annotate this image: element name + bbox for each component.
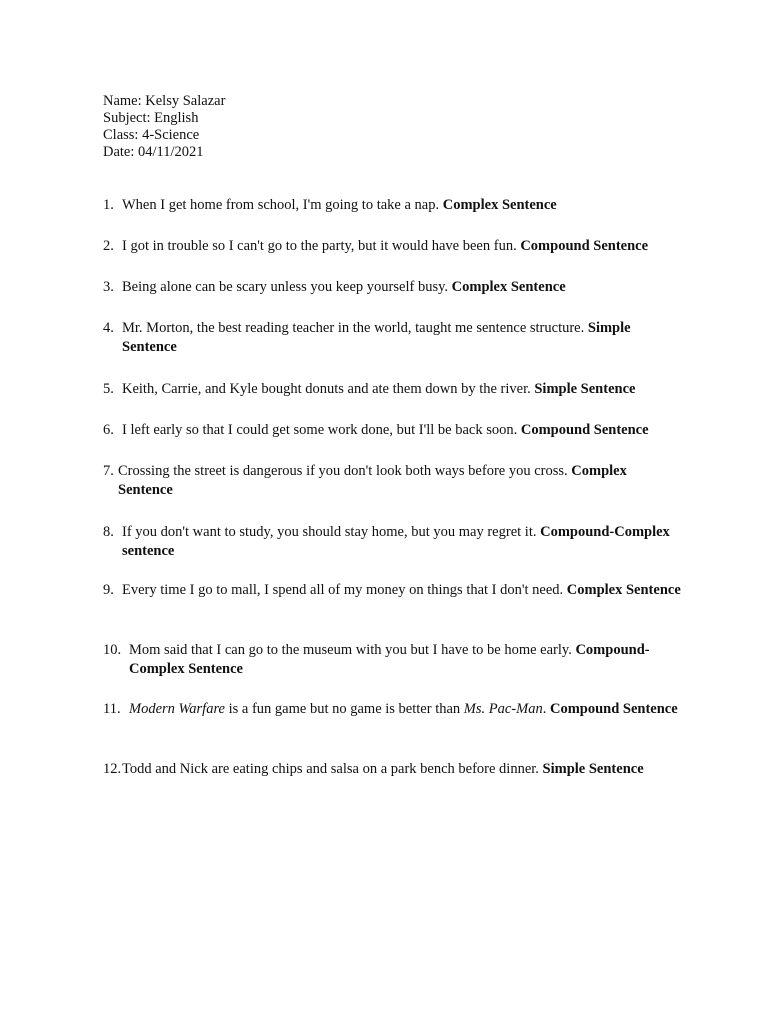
item-sentence: Crossing the street is dangerous if you don't look both ways before you cross. bbox=[118, 463, 568, 479]
class-line: Class: 4-Science bbox=[103, 127, 200, 143]
list-item bbox=[103, 581, 683, 600]
item-sentence: Mr. Morton, the best reading teacher in the world, taught me sentence structure. bbox=[122, 320, 585, 336]
list-item bbox=[103, 319, 683, 357]
list-item bbox=[103, 641, 683, 679]
list-item bbox=[103, 462, 683, 500]
item-answer: Compound-Complex sentence bbox=[122, 524, 670, 559]
item-number: 6. bbox=[103, 422, 114, 438]
item-sentence: When I get home from school, I'm going to take a nap. bbox=[122, 197, 440, 213]
item-number: 12. bbox=[103, 761, 122, 777]
date-line: Date: 04/11/2021 bbox=[103, 144, 204, 160]
item-number: 2. bbox=[103, 238, 114, 254]
item-number: 11. bbox=[103, 701, 121, 717]
item-sentence: is a fun game but no game is better than bbox=[225, 701, 464, 717]
item-answer: Complex Sentence bbox=[451, 279, 566, 295]
item-answer: Simple Sentence bbox=[534, 381, 636, 397]
list-item bbox=[103, 700, 683, 719]
game-title: Ms. Pac-Man bbox=[463, 701, 543, 717]
item-number: 8. bbox=[103, 524, 114, 540]
list-item bbox=[103, 523, 683, 561]
item-answer: Compound Sentence bbox=[520, 422, 649, 438]
list-item bbox=[103, 760, 683, 779]
item-number: 9. bbox=[103, 582, 114, 598]
item-sentence: Keith, Carrie, and Kyle bought donuts and ate them down by the river. bbox=[122, 381, 531, 397]
item-sentence: I left early so that I could get some work done, but I'll be back soon. bbox=[122, 422, 518, 438]
game-title: Modern Warfare bbox=[129, 701, 225, 717]
list-item bbox=[103, 421, 683, 440]
item-answer: Complex Sentence bbox=[442, 197, 557, 213]
list-item bbox=[103, 237, 683, 256]
list-item bbox=[103, 278, 683, 297]
item-answer: Compound-Complex Sentence bbox=[129, 642, 650, 677]
item-answer: Compound Sentence bbox=[549, 701, 678, 717]
item-answer: Simple Sentence bbox=[542, 761, 644, 777]
item-sentence: If you don't want to study, you should stay home, but you may regret it. bbox=[122, 524, 537, 540]
item-number: 1. bbox=[103, 197, 114, 213]
item-number: 3. bbox=[103, 279, 114, 295]
item-number: 4. bbox=[103, 320, 114, 336]
item-number: 10. bbox=[103, 642, 122, 658]
item-sentence: Mom said that I can go to the museum with you but I have to be home early. bbox=[129, 642, 572, 658]
list-item bbox=[103, 380, 683, 399]
item-answer: Compound Sentence bbox=[520, 238, 649, 254]
item-answer: Simple Sentence bbox=[122, 320, 631, 355]
item-sentence: I got in trouble so I can't go to the party, but it would have been fun. bbox=[122, 238, 517, 254]
student-info-header bbox=[103, 93, 225, 161]
student-name: Name: Kelsy Salazar bbox=[103, 93, 226, 109]
item-number: 5. bbox=[103, 381, 114, 397]
item-answer: Complex Sentence bbox=[118, 463, 627, 498]
item-sentence-end: . bbox=[542, 701, 547, 717]
subject-line: Subject: English bbox=[103, 110, 199, 126]
list-item bbox=[103, 196, 683, 215]
item-sentence: Every time I go to mall, I spend all of my money on things that I don't need. bbox=[122, 582, 564, 598]
item-answer: Complex Sentence bbox=[566, 582, 681, 598]
item-sentence: Being alone can be scary unless you keep yourself busy. bbox=[122, 279, 449, 295]
item-number: 7. bbox=[103, 463, 114, 479]
item-sentence: Todd and Nick are eating chips and salsa on a park bench before dinner. bbox=[122, 761, 539, 777]
